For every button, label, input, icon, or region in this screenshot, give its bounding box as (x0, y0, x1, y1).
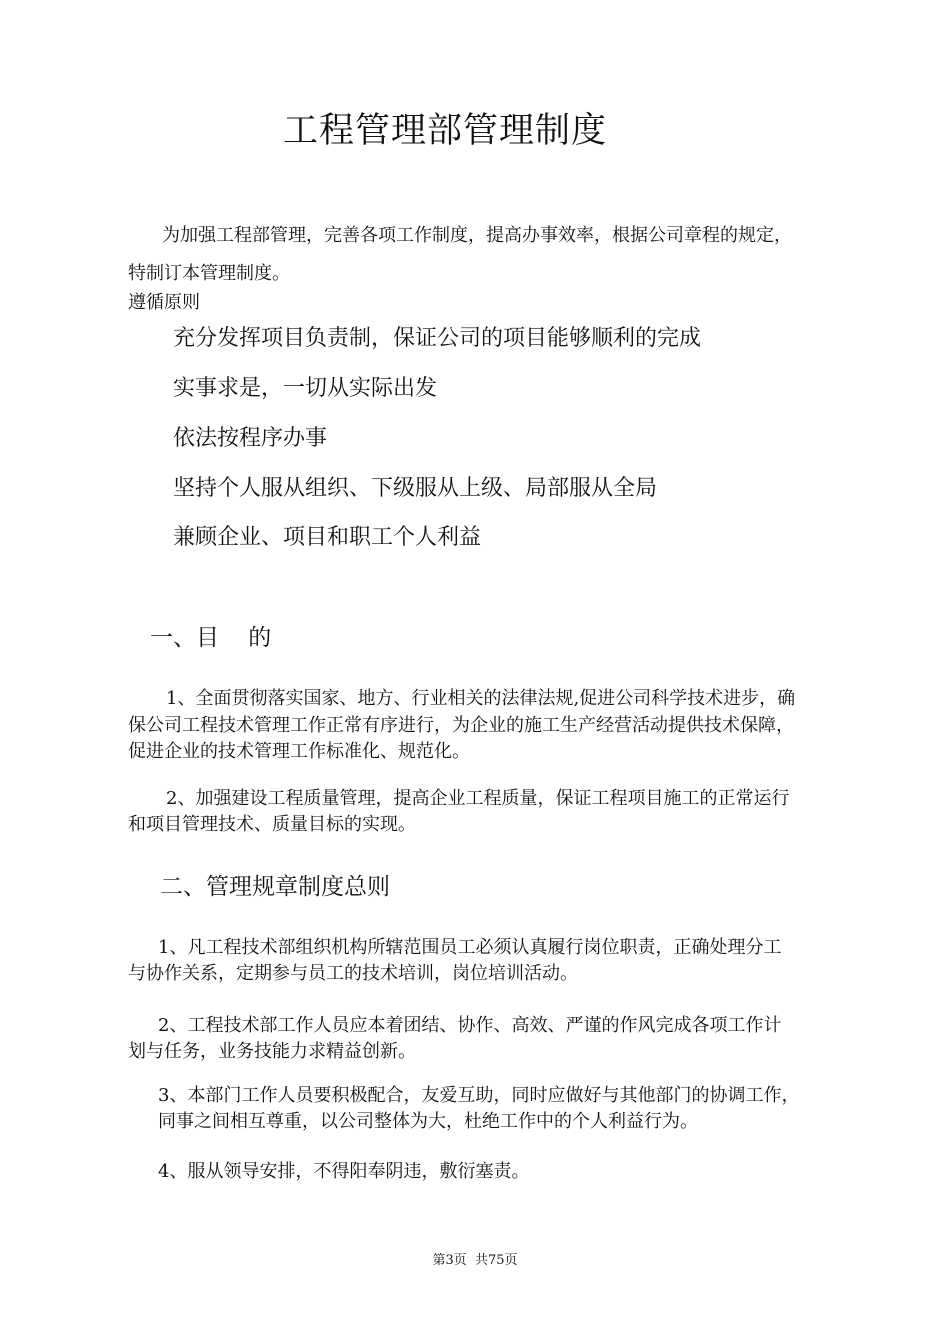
rules-para-3-line-1: 3、本部门工作人员要积极配合，友爱互助，同时应做好与其他部门的协调工作， (158, 1085, 800, 1106)
purpose-para-2-line-1: 2、加强建设工程质量管理，提高企业工程质量，保证工程项目施工的正常运行 (166, 788, 790, 809)
principle-item: 充分发挥项目负责制，保证公司的项目能够顺利的完成 (173, 326, 702, 351)
principle-item: 兼顾企业、项目和职工个人利益 (173, 525, 482, 550)
principle-item: 依法按程序办事 (173, 426, 328, 451)
purpose-para-1-line-3: 促进企业的技术管理工作标准化、规范化。 (128, 741, 470, 762)
principles-heading: 遵循原则 (128, 292, 200, 313)
rules-para-1-line-2: 与协作关系，定期参与员工的技术培训，岗位培训活动。 (128, 963, 578, 984)
principle-item: 坚持个人服从组织、下级服从上级、局部服从全局 (173, 476, 658, 501)
section-heading-rules: 二、管理规章制度总则 (160, 874, 390, 900)
rules-para-4-line-1: 4、服从领导安排，不得阳奉阴违，敷衍塞责。 (158, 1161, 530, 1182)
rules-para-1-line-1: 1、凡工程技术部组织机构所辖范围员工必须认真履行岗位职责，正确处理分工 (158, 937, 782, 958)
rules-para-2-line-2: 划与任务，业务技能力求精益创新。 (128, 1041, 416, 1062)
page-title: 工程管理部管理制度 (282, 111, 607, 151)
rules-para-2-line-1: 2、工程技术部工作人员应本着团结、协作、高效、严谨的作风完成各项工作计 (158, 1015, 782, 1036)
principle-item: 实事求是，一切从实际出发 (173, 376, 438, 401)
purpose-para-1-line-2: 保公司工程技术管理工作正常有序进行，为企业的施工生产经营活动提供技术保障， (128, 715, 794, 736)
purpose-para-1-line-1: 1、全面贯彻落实国家、地方、行业相关的法律法规,促进公司科学技术进步，确 (166, 688, 796, 709)
purpose-para-2-line-2: 和项目管理技术、质量目标的实现。 (128, 814, 416, 835)
section-heading-purpose: 一、目 的 (150, 625, 272, 651)
rules-para-3-line-2: 同事之间相互尊重，以公司整体为大，杜绝工作中的个人利益行为。 (158, 1111, 698, 1132)
intro-line-2: 特制订本管理制度。 (128, 263, 290, 284)
page-footer: 第3页 共75页 (432, 1253, 518, 1268)
intro-line-1: 为加强工程部管理，完善各项工作制度，提高办事效率，根据公司章程的规定， (162, 225, 792, 246)
